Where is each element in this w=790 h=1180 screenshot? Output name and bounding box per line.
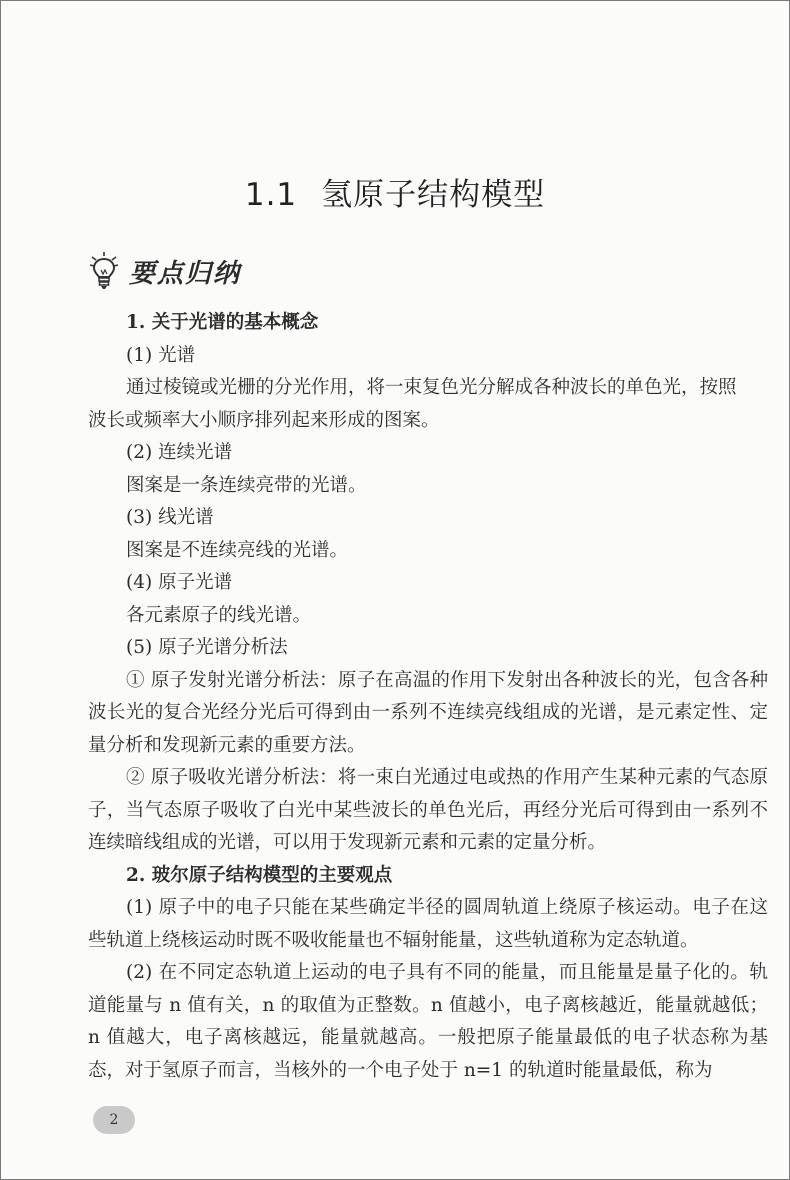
heading-spectrum-concepts: 1. 关于光谱的基本概念 bbox=[126, 312, 319, 333]
paragraph-continuous-spectrum: 图案是一条连续亮带的光谱。 bbox=[126, 474, 367, 496]
paragraph-bohr-orbits: (1) 原子中的电子只能在某些确定半径的圆周轨道上绕原子核运动。电子在这些轨道上绕核运动时既不吸收能量也不辐射能量，这些轨道称为定态轨道。 bbox=[88, 897, 768, 951]
paragraph-spectrum-line-2: 波长或频率大小顺序排列起来形成的图案。 bbox=[88, 409, 440, 431]
body-text bbox=[88, 307, 768, 1087]
paragraph-absorption-analysis: ② 原子吸收光谱分析法：将一束白光通过电或热的作用产生某种元素的气态原子，当气态原子吸收了白光中某些波长的单色光后，再经分光后可得到由一系列不连续暗线组成的光谱，可以用于发现新元素和元素的定量分析。 bbox=[88, 767, 768, 853]
subheading-spectrum-analysis: (5) 原子光谱分析法 bbox=[126, 637, 288, 658]
page-number: 2 bbox=[93, 1106, 135, 1134]
subheading-line-spectrum: (3) 线光谱 bbox=[126, 507, 214, 528]
subheading-continuous-spectrum: (2) 连续光谱 bbox=[126, 442, 233, 463]
paragraph-line-spectrum: 图案是不连续亮线的光谱。 bbox=[126, 539, 349, 561]
section-title: 氢原子结构模型 bbox=[321, 177, 546, 213]
subheading-spectrum: (1) 光谱 bbox=[126, 344, 196, 366]
lightbulb-icon bbox=[87, 251, 121, 291]
subheading-atomic-spectrum: (4) 原子光谱 bbox=[126, 572, 233, 593]
paragraph-bohr-energy: (2) 在不同定态轨道上运动的电子具有不同的能量，而且能量是量子化的。轨道能量与 n 值有关，n 的取值为正整数。n 值越小，电子离核越近，能量就越低；n 值越大，电子离核越远，能量就越高。一般把原子能量最低的电子状态称为基态，对于氢原子而言，当核外的一个电子处于 n=1 的轨道时能量最低，称为 bbox=[88, 962, 768, 1081]
section-number: 1.1 bbox=[244, 177, 298, 213]
paragraph-emission-analysis: ① 原子发射光谱分析法：原子在高温的作用下发射出各种波长的光，包含各种波长光的复合光经分光后可得到由一系列不连续亮线组成的光谱，是元素定性、定量分析和发现新元素的重要方法。 bbox=[88, 669, 768, 756]
heading-bohr-model: 2. 玻尔原子结构模型的主要观点 bbox=[126, 864, 393, 886]
key-points-heading bbox=[87, 251, 241, 291]
paragraph-spectrum-line-1: 通过棱镜或光栅的分光作用，将一束复色光分解成各种波长的单色光，按照 bbox=[126, 377, 737, 398]
key-points-label: 要点归纳 bbox=[129, 258, 242, 289]
paragraph-atomic-spectrum: 各元素原子的线光谱。 bbox=[126, 604, 312, 626]
page-title bbox=[1, 169, 789, 214]
